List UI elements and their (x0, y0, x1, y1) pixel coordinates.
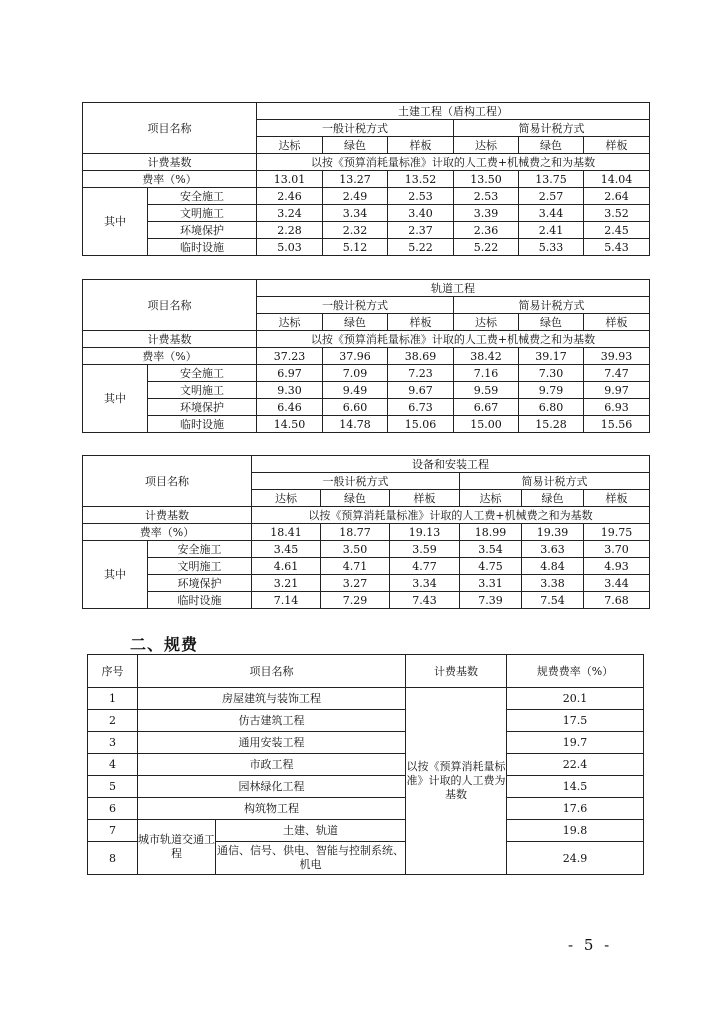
value-cell: 3.63 (522, 541, 584, 558)
rate-cell: 38.69 (388, 348, 454, 365)
value-cell: 5.03 (257, 239, 323, 256)
row-no: 3 (88, 732, 138, 754)
section-title: 二、规费 (130, 635, 199, 654)
value-cell: 7.39 (460, 592, 522, 609)
value-cell: 4.61 (252, 558, 321, 575)
rate-cell: 14.5 (507, 776, 644, 798)
rate-cell: 13.52 (388, 171, 454, 188)
rate-cell: 18.77 (321, 524, 390, 541)
level-header: 达标 (460, 490, 522, 507)
row-name: 临时设施 (148, 239, 257, 256)
general-tax-header: 一般计税方式 (257, 120, 454, 137)
rate-cell: 19.13 (390, 524, 460, 541)
simple-tax-header: 简易计税方式 (454, 297, 650, 314)
item-name-header: 项目名称 (83, 456, 252, 507)
page-number: - 5 - (568, 936, 613, 954)
basis-text: 以按《预算消耗量标准》计取的人工费+机械费之和为基数 (252, 507, 650, 524)
table-row (83, 575, 650, 592)
value-cell: 9.59 (454, 382, 519, 399)
table-row (83, 399, 650, 416)
table-row (83, 188, 650, 205)
value-cell: 15.56 (584, 416, 650, 433)
rate-cell: 19.39 (522, 524, 584, 541)
value-cell: 3.59 (390, 541, 460, 558)
simple-tax-header: 简易计税方式 (454, 120, 650, 137)
rate-label: 费率（%） (83, 171, 257, 188)
value-cell: 3.52 (584, 205, 650, 222)
sub-label: 其中 (83, 365, 148, 433)
rate-cell: 13.01 (257, 171, 323, 188)
value-cell: 6.73 (388, 399, 454, 416)
value-cell: 7.54 (522, 592, 584, 609)
level-header: 绿色 (522, 490, 584, 507)
value-cell: 6.97 (257, 365, 323, 382)
row-no: 5 (88, 776, 138, 798)
value-cell: 4.93 (584, 558, 650, 575)
value-cell: 4.77 (390, 558, 460, 575)
value-cell: 7.29 (321, 592, 390, 609)
row-name: 环境保护 (148, 575, 252, 592)
table-row (88, 798, 644, 820)
value-cell: 2.36 (454, 222, 519, 239)
rate-cell: 17.5 (507, 710, 644, 732)
level-header: 样板 (584, 314, 650, 331)
category-header: 轨道工程 (257, 280, 650, 297)
value-cell: 7.14 (252, 592, 321, 609)
simple-tax-header: 简易计税方式 (460, 473, 650, 490)
value-cell: 2.37 (388, 222, 454, 239)
rate-cell: 38.42 (454, 348, 519, 365)
value-cell: 9.67 (388, 382, 454, 399)
basis-text: 以按《预算消耗量标准》计取的人工费+机械费之和为基数 (257, 331, 650, 348)
rate-cell: 37.96 (323, 348, 388, 365)
value-cell: 9.97 (584, 382, 650, 399)
general-tax-header: 一般计税方式 (252, 473, 460, 490)
value-cell: 3.27 (321, 575, 390, 592)
category-header: 土建工程（盾构工程） (257, 103, 650, 120)
row-name: 市政工程 (138, 754, 406, 776)
value-cell: 3.31 (460, 575, 522, 592)
rate-cell: 17.6 (507, 798, 644, 820)
category-header: 设备和安装工程 (252, 456, 650, 473)
row-name: 临时设施 (148, 592, 252, 609)
value-cell: 9.30 (257, 382, 323, 399)
rate-cell: 19.75 (584, 524, 650, 541)
value-cell: 7.09 (323, 365, 388, 382)
value-cell: 4.71 (321, 558, 390, 575)
row-name: 文明施工 (148, 382, 257, 399)
row-name: 文明施工 (148, 205, 257, 222)
rate-cell: 19.8 (507, 820, 644, 842)
value-cell: 3.70 (584, 541, 650, 558)
basis-text: 以按《预算消耗量标准》计取的人工费为基数 (406, 688, 507, 875)
value-cell: 7.30 (519, 365, 584, 382)
value-cell: 6.46 (257, 399, 323, 416)
rate-cell: 24.9 (507, 842, 644, 875)
row-no: 8 (88, 842, 138, 875)
rate-cell: 13.75 (519, 171, 584, 188)
table-row (83, 382, 650, 399)
level-header: 达标 (257, 314, 323, 331)
row-name: 临时设施 (148, 416, 257, 433)
table-row (88, 710, 644, 732)
rate-cell: 39.93 (584, 348, 650, 365)
rate-cell: 13.27 (323, 171, 388, 188)
row-no: 7 (88, 820, 138, 842)
value-cell: 3.45 (252, 541, 321, 558)
value-cell: 7.43 (390, 592, 460, 609)
value-cell: 3.50 (321, 541, 390, 558)
value-cell: 6.80 (519, 399, 584, 416)
level-header: 样板 (584, 137, 650, 154)
value-cell: 2.49 (323, 188, 388, 205)
level-header: 绿色 (519, 314, 584, 331)
row-name: 房屋建筑与装饰工程 (138, 688, 406, 710)
value-cell: 7.47 (584, 365, 650, 382)
value-cell: 2.64 (584, 188, 650, 205)
value-cell: 4.75 (460, 558, 522, 575)
item-name-header: 项目名称 (83, 103, 257, 154)
rate-cell: 22.4 (507, 754, 644, 776)
table-row (83, 365, 650, 382)
rate-cell: 18.99 (460, 524, 522, 541)
row-name: 安全施工 (148, 365, 257, 382)
table-row (83, 592, 650, 609)
row-name: 环境保护 (148, 399, 257, 416)
row-no: 2 (88, 710, 138, 732)
value-cell: 6.67 (454, 399, 519, 416)
table-row (83, 239, 650, 256)
table-row (83, 416, 650, 433)
level-header: 绿色 (323, 137, 388, 154)
value-cell: 6.60 (323, 399, 388, 416)
row-name: 安全施工 (148, 541, 252, 558)
table-row (83, 541, 650, 558)
value-cell: 9.49 (323, 382, 388, 399)
level-header: 样板 (390, 490, 460, 507)
level-header: 样板 (388, 137, 454, 154)
rate-cell: 19.7 (507, 732, 644, 754)
rate-header: 规费费率（%） (507, 655, 644, 688)
value-cell: 2.46 (257, 188, 323, 205)
value-cell: 9.79 (519, 382, 584, 399)
value-cell: 3.54 (460, 541, 522, 558)
no-header: 序号 (88, 655, 138, 688)
rate-label: 费率（%） (83, 524, 252, 541)
row-no: 6 (88, 798, 138, 820)
level-header: 绿色 (323, 314, 388, 331)
rate-label: 费率（%） (83, 348, 257, 365)
rate-cell: 14.04 (584, 171, 650, 188)
level-header: 达标 (257, 137, 323, 154)
table-row (88, 754, 644, 776)
general-tax-header: 一般计税方式 (257, 297, 454, 314)
level-header: 达标 (454, 314, 519, 331)
row-name: 仿古建筑工程 (138, 710, 406, 732)
basis-label: 计费基数 (83, 331, 257, 348)
value-cell: 7.68 (584, 592, 650, 609)
table-row (83, 558, 650, 575)
level-header: 达标 (454, 137, 519, 154)
item-name-header: 项目名称 (83, 280, 257, 331)
row-name: 通信、信号、供电、智能与控制系统、机电 (216, 842, 406, 875)
fee-table-rail (82, 279, 650, 433)
value-cell: 15.28 (519, 416, 584, 433)
level-header: 样板 (388, 314, 454, 331)
value-cell: 2.28 (257, 222, 323, 239)
rate-cell: 39.17 (519, 348, 584, 365)
basis-text: 以按《预算消耗量标准》计取的人工费+机械费之和为基数 (257, 154, 650, 171)
value-cell: 3.34 (323, 205, 388, 222)
fee-table-civil (82, 102, 650, 256)
value-cell: 3.34 (390, 575, 460, 592)
value-cell: 14.50 (257, 416, 323, 433)
level-header: 样板 (584, 490, 650, 507)
basis-label: 计费基数 (83, 154, 257, 171)
value-cell: 7.23 (388, 365, 454, 382)
rate-cell: 13.50 (454, 171, 519, 188)
sub-label: 其中 (83, 541, 148, 609)
basis-label: 计费基数 (83, 507, 252, 524)
sub-label: 其中 (83, 188, 148, 256)
table-row (88, 732, 644, 754)
regulatory-fee-table (87, 654, 644, 875)
table-row (83, 222, 650, 239)
value-cell: 5.22 (454, 239, 519, 256)
basis-header: 计费基数 (406, 655, 507, 688)
value-cell: 2.41 (519, 222, 584, 239)
level-header: 绿色 (519, 137, 584, 154)
rail-group-label: 城市轨道交通工程 (138, 820, 216, 875)
table-row (88, 688, 644, 710)
value-cell: 2.53 (388, 188, 454, 205)
row-no: 1 (88, 688, 138, 710)
value-cell: 3.44 (519, 205, 584, 222)
level-header: 绿色 (321, 490, 390, 507)
value-cell: 5.43 (584, 239, 650, 256)
value-cell: 2.45 (584, 222, 650, 239)
rate-cell: 20.1 (507, 688, 644, 710)
value-cell: 4.84 (522, 558, 584, 575)
value-cell: 6.93 (584, 399, 650, 416)
value-cell: 5.22 (388, 239, 454, 256)
row-name: 构筑物工程 (138, 798, 406, 820)
value-cell: 15.00 (454, 416, 519, 433)
table-row (83, 205, 650, 222)
value-cell: 5.12 (323, 239, 388, 256)
value-cell: 15.06 (388, 416, 454, 433)
row-name: 土建、轨道 (216, 820, 406, 842)
value-cell: 3.44 (584, 575, 650, 592)
value-cell: 3.21 (252, 575, 321, 592)
row-name: 环境保护 (148, 222, 257, 239)
value-cell: 3.40 (388, 205, 454, 222)
row-no: 4 (88, 754, 138, 776)
value-cell: 5.33 (519, 239, 584, 256)
rate-cell: 37.23 (257, 348, 323, 365)
fee-table-equipment (82, 455, 650, 609)
table-row (88, 776, 644, 798)
table-row (88, 820, 644, 842)
value-cell: 7.16 (454, 365, 519, 382)
level-header: 达标 (252, 490, 321, 507)
value-cell: 2.57 (519, 188, 584, 205)
value-cell: 2.53 (454, 188, 519, 205)
rate-cell: 18.41 (252, 524, 321, 541)
row-name: 文明施工 (148, 558, 252, 575)
value-cell: 2.32 (323, 222, 388, 239)
row-name: 园林绿化工程 (138, 776, 406, 798)
row-name: 安全施工 (148, 188, 257, 205)
value-cell: 3.38 (522, 575, 584, 592)
row-name: 通用安装工程 (138, 732, 406, 754)
name-header: 项目名称 (138, 655, 406, 688)
value-cell: 3.39 (454, 205, 519, 222)
value-cell: 3.24 (257, 205, 323, 222)
value-cell: 14.78 (323, 416, 388, 433)
